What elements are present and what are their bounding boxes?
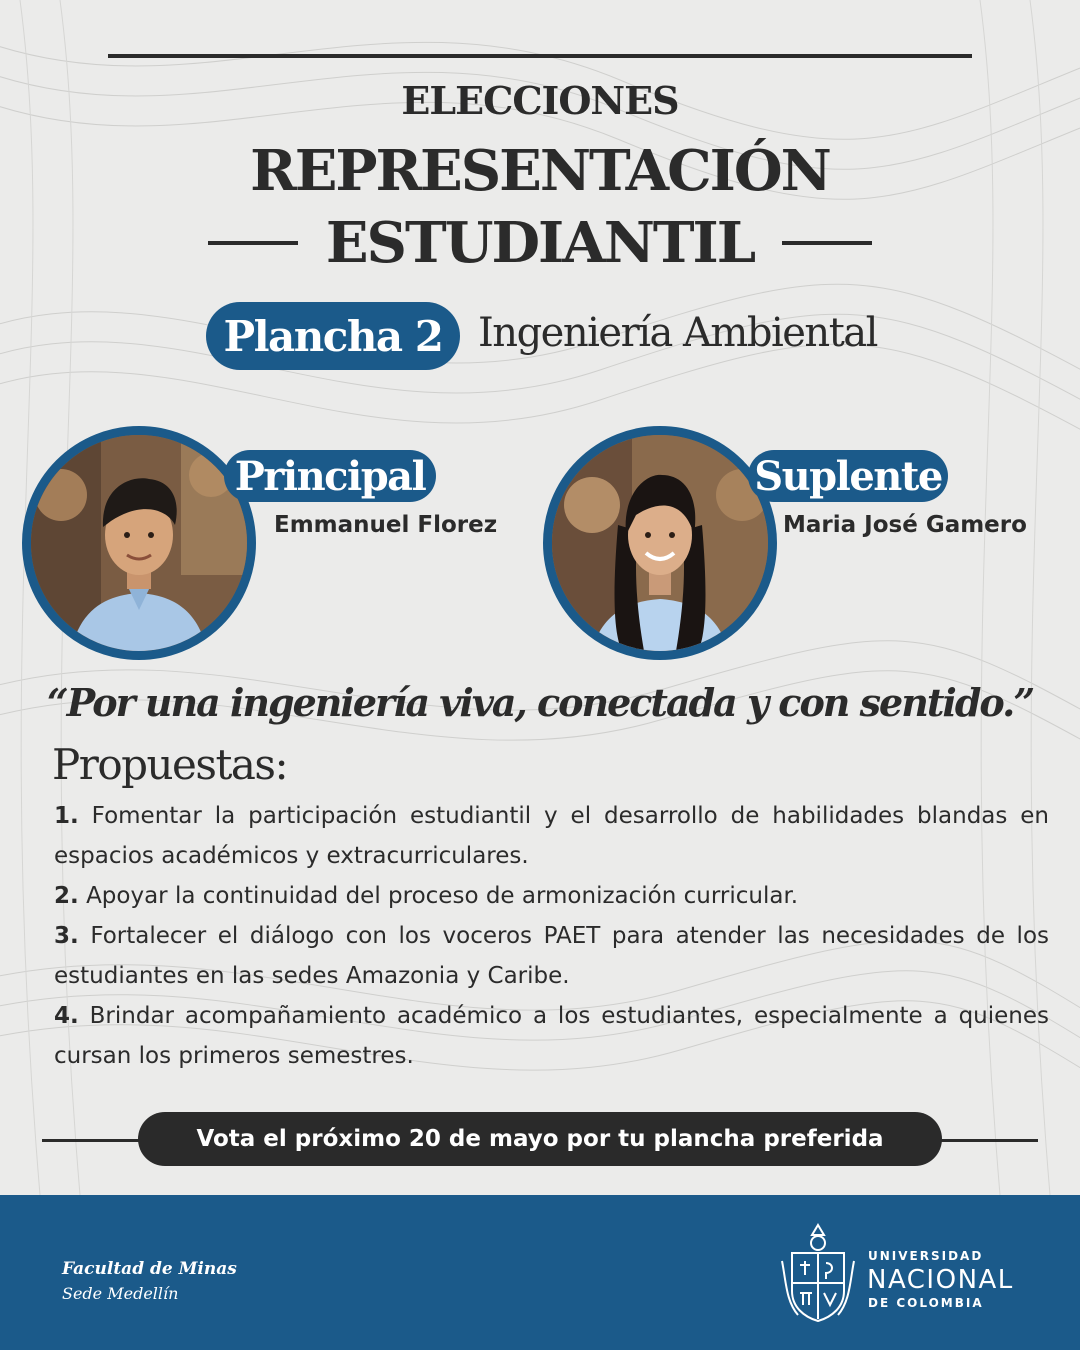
header-title-line2-row: [0, 210, 1080, 276]
header-kicker: ELECCIONES: [401, 78, 679, 123]
title-dash-right: [782, 241, 872, 245]
proposal-item: [54, 996, 1049, 1076]
suplente-portrait-image: [552, 435, 768, 651]
proposal-number: 1.: [54, 803, 79, 829]
top-rule: [108, 54, 972, 58]
proposal-text: Brindar acompañamiento académico a los estudiantes, especialmente a quienes cursan los primeros semestres.: [54, 1003, 1049, 1069]
faculty-name: Facultad de Minas: [62, 1259, 237, 1279]
campus-name: Sede Medellín: [62, 1284, 179, 1303]
candidate-name-suplente: Maria José Gamero: [783, 512, 1027, 538]
proposal-number: 2.: [54, 883, 79, 909]
role-badge-principal: Principal: [224, 450, 436, 502]
university-seal-icon: [778, 1221, 858, 1323]
proposal-text: Fomentar la participación estudiantil y el desarrollo de habilidades blandas en espacios académicos y extracurriculares.: [54, 803, 1050, 869]
proposal-item: [54, 796, 1049, 876]
role-badge-suplente: Suplente: [748, 450, 948, 502]
vote-rule-right: [928, 1139, 1038, 1142]
ticket-badge: Plancha 2: [206, 302, 460, 370]
proposal-number: 4.: [54, 1003, 79, 1029]
header-title-line2: ESTUDIANTIL: [325, 210, 755, 276]
proposal-number: 3.: [54, 923, 79, 949]
vote-rule-left: [42, 1139, 152, 1142]
proposal-item: [54, 916, 1049, 996]
university-name-line2: NACIONAL: [867, 1265, 1014, 1295]
proposal-text: Fortalecer el diálogo con los voceros PAET para atender las necesidades de los estudiantes en las sedes Amazonia y Caribe.: [54, 923, 1050, 989]
candidate-photo-suplente: [543, 426, 777, 660]
proposals-list: [54, 796, 1049, 1076]
vote-call-to-action: Vota el próximo 20 de mayo por tu plancha preferida: [138, 1112, 942, 1166]
proposals-title: Propuestas:: [52, 740, 288, 789]
candidate-photo-principal: [22, 426, 256, 660]
footer-bar: [0, 1195, 1080, 1350]
candidate-name-principal: Emmanuel Florez: [274, 512, 498, 538]
header-title-line1: REPRESENTACIÓN: [250, 138, 830, 204]
program-name: Ingeniería Ambiental: [478, 310, 877, 356]
university-name-line3: DE COLOMBIA: [868, 1296, 984, 1310]
title-dash-left: [208, 241, 298, 245]
principal-portrait-image: [31, 435, 247, 651]
campaign-slogan: “Por una ingeniería viva, conectada y con sentido.”: [46, 680, 1034, 725]
university-name-line1: UNIVERSIDAD: [868, 1249, 984, 1263]
proposal-text: Apoyar la continuidad del proceso de armonización curricular.: [86, 883, 799, 909]
proposal-item: [54, 876, 1049, 916]
